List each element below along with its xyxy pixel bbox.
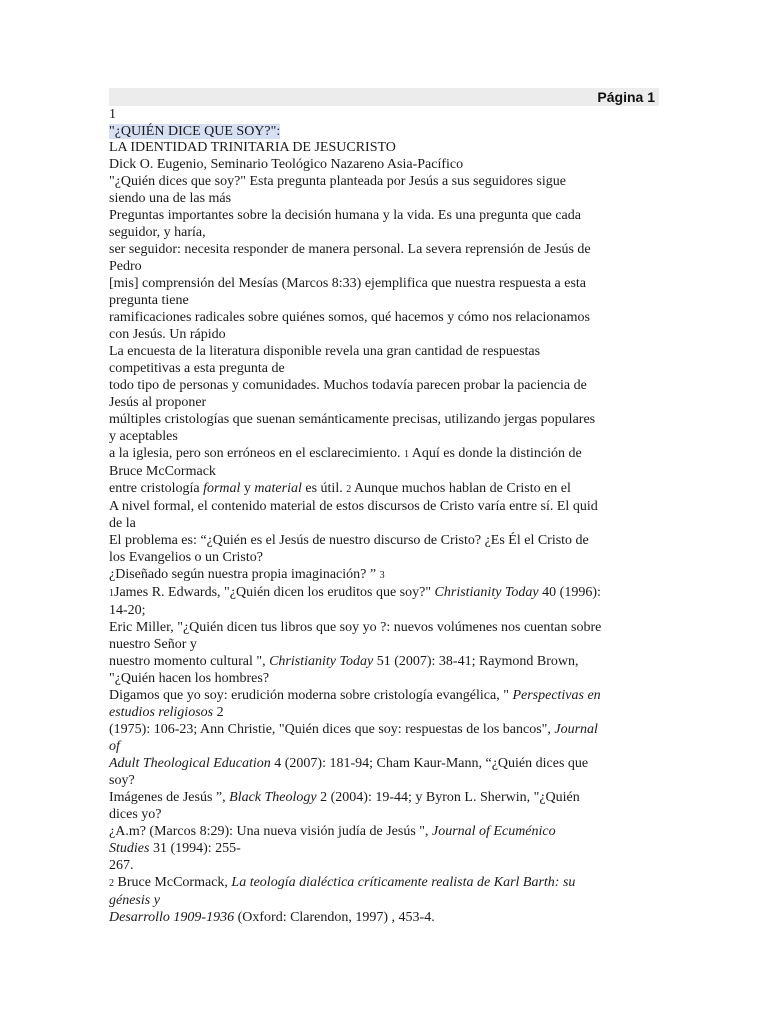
italic-text: La teología dialéctica críticamente realista de Karl Barth: su [231, 875, 576, 890]
footnote-text: ¿A.m? (Marcos 8:29): Una nueva visión judía de Jesús ", [109, 824, 432, 839]
italic-text: Journal [554, 722, 598, 737]
body-line: ramificaciones radicales sobre quiénes somos, qué hacemos y cómo nos relacionamos [109, 310, 590, 325]
footnote-line: Eric Miller, "¿Quién dicen tus libros que soy yo ?: nuevos volúmenes nos cuentan sobre [109, 620, 602, 635]
footnote-line [109, 874, 659, 892]
body-line: todo tipo de personas y comunidades. Muchos todavía parecen probar la paciencia de [109, 378, 587, 393]
body-line: A nivel formal, el contenido material de estos discursos de Cristo varía entre sí. El quid [109, 499, 598, 514]
italic-text: of [109, 739, 120, 754]
italic-text: Studies [109, 841, 150, 856]
footnote-line: soy? [109, 773, 135, 788]
footnote-text: 4 (2007): 181-94; Cham Kaur-Mann, “¿Quién dices que [270, 756, 589, 771]
footnote-line [109, 704, 659, 721]
footnote-text: 40 (1996): [538, 585, 601, 600]
body-line: con Jesús. Un rápido [109, 327, 226, 342]
body-text: y [240, 481, 255, 496]
footnote-ref[interactable]: 1 [404, 449, 410, 460]
footnote-line [109, 789, 659, 806]
footnote-line [109, 823, 659, 840]
body-line: de la [109, 516, 136, 531]
body-line [109, 445, 659, 463]
footnote-line: "¿Quién hacen los hombres? [109, 671, 270, 686]
body-line: múltiples cristologías que suenan semánticamente precisas, utilizando jergas populares [109, 412, 596, 427]
body-text: ¿Diseñado según nuestra propia imaginación? ” [109, 567, 377, 582]
footnote-text: (Oxford: Clarendon, 1997) , 453-4. [234, 910, 435, 925]
body-text: Aunque muchos hablan de Cristo en el [351, 481, 571, 496]
page-label: Página 1 [597, 89, 655, 105]
body-text: es útil. [301, 481, 343, 496]
footnote-ref[interactable]: 2 [346, 484, 352, 495]
footnote-text: (1975): 106-23; Ann Christie, "Quién dices que soy: respuestas de los bancos", [109, 722, 555, 737]
italic-text: génesis y [109, 893, 160, 908]
document-subtitle: LA IDENTIDAD TRINITARIA DE JESUCRISTO [109, 140, 396, 155]
document-title: "¿QUIÉN DICE QUE SOY?": [109, 123, 281, 139]
body-line: seguidor, y haría, [109, 225, 206, 240]
body-line: Jesús al proponer [109, 395, 207, 410]
footnote-line [109, 840, 659, 857]
page-number: 1 [109, 107, 116, 122]
body-line [109, 480, 659, 498]
body-line: competitivas a esta pregunta de [109, 361, 285, 376]
page-header-bar [109, 88, 659, 106]
body-line: pregunta tiene [109, 293, 189, 308]
footnote-line [109, 687, 659, 704]
body-line: Preguntas importantes sobre la decisión humana y la vida. Es una pregunta que cada [109, 208, 581, 223]
italic-text: Journal of Ecuménico [431, 824, 556, 839]
body-line: Pedro [109, 259, 142, 274]
body-line: y aceptables [109, 429, 178, 444]
italic-text: Christianity Today [434, 585, 539, 600]
footnote-text: 31 (1994): 255- [149, 841, 241, 856]
footnote-text: James R. Edwards, "¿Quién dicen los eruditos que soy?" [114, 585, 435, 600]
footnote-line [109, 721, 659, 738]
footnote-text: nuestro momento cultural ", [109, 654, 270, 669]
document-content [109, 107, 659, 926]
italic-text: Adult Theological Education [109, 756, 271, 771]
body-line [109, 566, 659, 584]
footnote-line [109, 909, 659, 926]
italic-text: Perspectivas en [512, 688, 601, 703]
italic-text: Desarrollo 1909-1936 [109, 910, 235, 925]
footnote-mark: 2 [109, 878, 114, 889]
italic-text: Black Theology [229, 790, 317, 805]
footnote-line: 267. [109, 858, 134, 873]
footnote-ref[interactable]: 3 [379, 570, 385, 581]
footnote-mark: 1 [109, 588, 114, 599]
footnote-text: 2 (2004): 19-44; y Byron L. Sherwin, "¿Quién [316, 790, 580, 805]
document-author: Dick O. Eugenio, Seminario Teológico Nazareno Asia-Pacífico [109, 156, 464, 172]
body-line: siendo una de las más [109, 191, 232, 206]
body-text: Aquí es donde la distinción de [409, 446, 582, 461]
body-line: El problema es: “¿Quién es el Jesús de nuestro discurso de Cristo? ¿Es Él el Cristo de [109, 533, 589, 548]
footnote-line [109, 584, 659, 602]
body-line: Bruce McCormack [109, 464, 216, 479]
body-line: los Evangelios o un Cristo? [109, 550, 263, 565]
body-line: ser seguidor: necesita responder de manera personal. La severa reprensión de Jesús de [109, 242, 591, 257]
italic-text: material [254, 481, 302, 496]
italic-text: formal [203, 481, 241, 496]
footnote-text: Bruce McCormack, [114, 875, 232, 890]
footnote-line: dices yo? [109, 807, 162, 822]
footnote-line [109, 755, 659, 772]
footnote-line [109, 892, 659, 909]
footnote-text: 51 (2007): 38-41; Raymond Brown, [373, 654, 579, 669]
body-line: [mis] comprensión del Mesías (Marcos 8:33) ejemplifica que nuestra respuesta a esta [109, 276, 587, 291]
italic-text: estudios religiosos [109, 705, 214, 720]
body-text: entre cristología [109, 481, 204, 496]
body-line: "¿Quién dices que soy?" Esta pregunta planteada por Jesús a sus seguidores sigue [109, 174, 566, 189]
footnote-text: Imágenes de Jesús ”, [109, 790, 230, 805]
footnote-text: 2 [213, 705, 224, 720]
footnote-line: 14-20; [109, 603, 146, 618]
footnote-line: nuestro Señor y [109, 637, 197, 652]
body-text: a la iglesia, pero son erróneos en el esclarecimiento. [109, 446, 401, 461]
footnote-line [109, 738, 659, 755]
body-line: La encuesta de la literatura disponible revela una gran cantidad de respuestas [109, 344, 541, 359]
footnote-line [109, 653, 659, 670]
footnote-text: Digamos que yo soy: erudición moderna sobre cristología evangélica, " [109, 688, 513, 703]
italic-text: Christianity Today [269, 654, 374, 669]
